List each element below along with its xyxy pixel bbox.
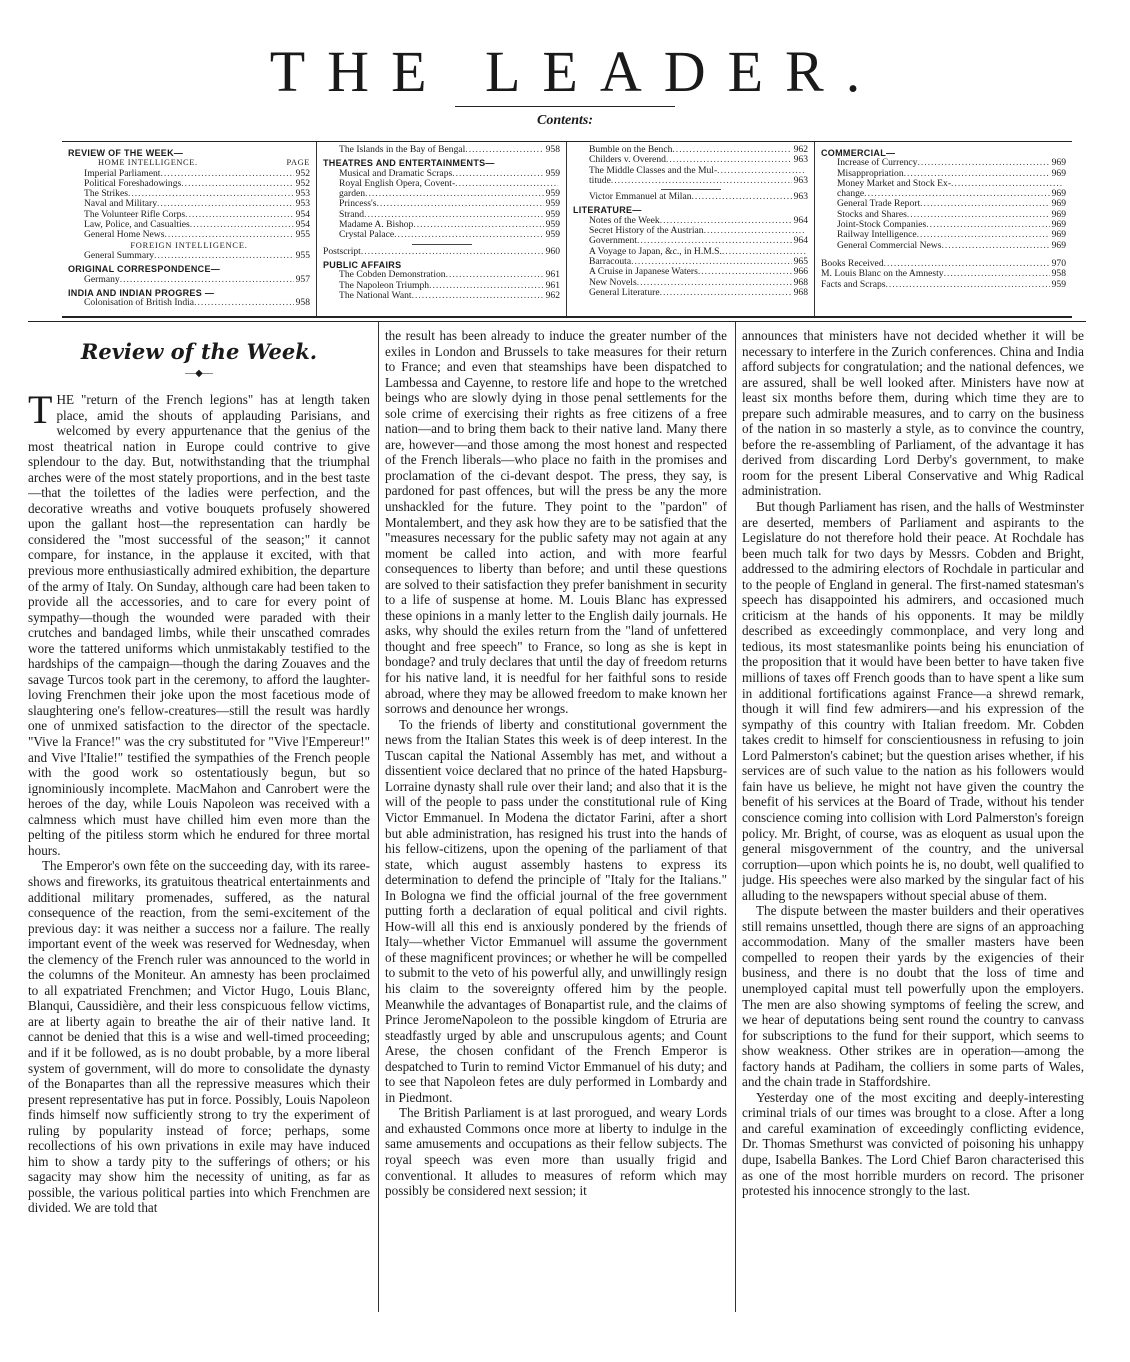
contents-entry	[821, 210, 1066, 220]
contents-entry	[68, 275, 310, 285]
section-heading: LITERATURE—	[573, 205, 642, 216]
entry-label: Law, Police, and Casualties	[84, 220, 190, 231]
entry-page: 965	[793, 256, 808, 267]
section-heading: INDIA AND INDIAN PROGRES —	[68, 287, 215, 298]
article-paragraph: Yesterday one of the most exciting and deeply-interesting criminal trials of our times was brought to a close. After a long and careful examination of exceedingly conflicting evidence, Dr. Thomas Smethurst was convicted of poisoning his unhappy dupe, Isabella Bankes. The Lord Chief Baron characterised this as one of the most horrible murders on record. The prisoner protested his innocence strongly to the last.	[742, 1089, 1084, 1199]
entry-label: garden	[339, 189, 366, 200]
leader-dots	[455, 179, 558, 189]
entry-page: 970	[1051, 258, 1066, 269]
contents-entry	[68, 251, 310, 261]
section-heading: PUBLIC AFFAIRS	[323, 259, 402, 270]
section-heading: THEATRES AND ENTERTAINMENTS—	[323, 158, 495, 169]
entry-label: Railway Intelligence	[837, 230, 917, 241]
entry-label: The Islands in the Bay of Bengal	[339, 145, 466, 155]
entry-page: 957	[295, 274, 310, 285]
contents-entry	[68, 189, 310, 199]
entry-label: Naval and Military	[84, 199, 157, 210]
entry-label: The National Want	[339, 290, 412, 301]
leader-dots	[926, 220, 1049, 230]
page-label: PAGE	[286, 158, 310, 168]
contents-entry	[821, 169, 1066, 179]
entry-label: M. Louis Blanc on the Amnesty	[821, 269, 944, 280]
article-paragraph: But though Parliament has risen, and the halls of Westminster are deserted, members of Parliament and aspirants to the Legislature do not therefore hold their peace. At Rochdale has been much talk for two days by Messrs. Cobden and Bright, addressed to the admiring electors of Rochdale in particular and to the people of England in general. The first-named statesman's speech has disappointed his admirers, and occasioned much criticism at the hands of his opponents. It may be mildly described as exceedingly commonplace, and very long and tedious, its most statesmanlike points being his enunciation of the proposition that it would have been better to have taken five millions of taxes off French goods than to have spent a like sum in additional fortifications against France—a shrewd remark, though it will find few admirers—and his expression of the sympathy of this country with Italian freedom. Mr. Cobden takes credit to himself for conscientiousness in refusing to join Lord Palmerston's cabinet; but the question arises whether, if his services are of such value to the nation as his followers would fain have us believe, he might not have given the country the benefit of his services at the Board of Trade, without his tender conscience coming into collision with Lord Palmerston's foreign policy. Mr. Bright, of course, was as eloquent as usual upon the general misgovernment of the country, and the universal corruption—upon which points he is, no doubt, well qualified to judge. His speeches were also marked by the singular fact of his alluding to the newspapers without special abuse of them.	[742, 499, 1084, 903]
leader-dots	[660, 288, 792, 298]
contents-entry	[323, 270, 560, 280]
entry-label: Imperial Parliament	[84, 168, 161, 179]
entry-page: 969	[1051, 220, 1066, 231]
leader-dots	[920, 199, 1049, 209]
contents-entry	[323, 199, 560, 209]
contents-entry	[68, 169, 310, 179]
entry-label: Misappropriation	[837, 168, 904, 179]
contents-entry	[821, 269, 1066, 279]
leader-dots	[128, 189, 294, 199]
entry-page: 969	[1051, 230, 1066, 241]
leader-dots	[164, 230, 293, 240]
section-heading: COMMERCIAL—	[821, 148, 896, 158]
contents-entry	[573, 267, 808, 277]
contents-entry	[573, 176, 808, 186]
entry-page: 955	[295, 250, 310, 261]
entry-label: Money Market and Stock Ex-	[837, 178, 952, 189]
entry-label: Royal English Opera, Covent-	[339, 178, 456, 189]
entry-page: 953	[295, 199, 310, 210]
leader-dots	[364, 210, 544, 220]
entry-page: 959	[545, 209, 560, 220]
leader-dots	[637, 236, 792, 246]
subsection-heading: HOME INTELLIGENCE.	[98, 158, 198, 168]
entry-page: 958	[295, 298, 310, 309]
short-rule	[412, 244, 472, 245]
entry-label: New Novels	[589, 277, 637, 288]
paragraph-text: HE "return of the French legions" has at length taken place, amid the shouts of applauding Parisians, and welcomed by every appurtenance that the genius of the most theatrical nation in Europe could contrive to give splendour to the day. But, notwithstanding that the triumphal arches were of the most stately proportions, and in the best taste—that the toilettes of the ladies were perfection, and the decorative wreaths and votive bouquets profusely showered upon the gallant host—the representation can hardly be considered the "most successful of the season;" it cannot compare, for instance, in the applause it excited, with that previous more enthusiastically admired exhibition, the departure of the army of Italy. On Sunday, although care had been taken to provide all the accessories, and to care for every point of sympathy—though the wounded were paraded with their crutches and bandaged limbs, while their unscathed comrades wore the tattered uniforms which unmistakably testified to the hardships of the campaign—though the daring Zouaves and the savage Turcos took part in the ceremony, to afford the laughter-loving Frenchmen their joke upon the most facetious mode of slaughtering one's fellow-creatures—still the result was hardly one of unmixed satisfaction to the director of the spectacle. "Vive la France!" was the cry substituted for "Vive l'Empereur!" and Vive l'Italie!" testified the sympathies of the French people with the good work so ostentatiously begun, but so ignominiously incomplete. MacMahon and Canrobert were the heroes of the day, while Louis Napoleon was received with a calmness which must have chilled him even more than the pelting of the pitiless storm which he endured for three mortal hours.	[28, 392, 370, 858]
leader-dots	[951, 179, 1064, 189]
leader-dots	[698, 267, 792, 277]
leader-dots	[154, 251, 294, 261]
entry-label: Germany	[84, 274, 120, 285]
entry-label: titude	[589, 175, 611, 186]
entry-label: Barracouta	[589, 256, 632, 267]
entry-label: The Strikes	[84, 189, 128, 200]
article-column-2	[385, 328, 727, 1318]
contents-entry	[821, 179, 1066, 189]
leader-dots	[907, 210, 1050, 220]
leader-dots	[637, 278, 792, 288]
contents-entry	[323, 220, 560, 230]
entry-label: The Volunteer Rifle Corps	[84, 209, 186, 220]
leader-dots	[446, 270, 544, 280]
leader-dots	[412, 291, 544, 301]
entry-label: General Trade Report	[837, 199, 921, 210]
section-heading: REVIEW OF THE WEEK—	[68, 148, 184, 158]
entry-label: Musical and Dramatic Scraps	[339, 168, 453, 179]
entry-page: 959	[1051, 279, 1066, 290]
entry-label: A Voyage to Japan, &c., in H.M.S.	[589, 246, 722, 257]
contents-entry	[573, 216, 808, 226]
contents-entry	[323, 291, 560, 301]
contents-entry	[323, 179, 560, 189]
leader-dots	[452, 169, 543, 179]
leader-dots	[666, 155, 792, 165]
entry-page: 969	[1051, 199, 1066, 210]
contents-entry	[68, 230, 310, 240]
contents-entry	[68, 298, 310, 308]
column-rule	[735, 322, 736, 1312]
contents-title: Contents:	[536, 113, 593, 128]
contents-entry	[323, 210, 560, 220]
contents-entry	[68, 220, 310, 230]
leader-dots	[611, 176, 792, 186]
article-paragraph: To the friends of liberty and constitutional government the news from the Italian States this week is of deep interest. In the Tuscan capital the National Assembly has met, and without a dissentient voice declared that no prince of the hated Hapsburg-Lorraine dynasty shall rule over their land; and also that it is the will of the people to pass under the constitutional rule of King Victor Emmanuel. In Modena the dictator Farini, after a short but able administration, has resigned his trust into the hands of his fellow-citizens, upon the opening of the parliament of that state, which august assembly hastens to express its determination to defend the principle of "Italy for the Italians." In Bologna we find the official journal of the free government putting forth a declaration of equal political and civil rights. How-will all this end is anxiously pondered by the friends of Italy—whether Victor Emmanuel will assume the government of these magnificent provinces; or whether he will be compelled to submit to the veto of his powerful ally, and unwillingly resign his claim to the sovereignty offered him by the people. Meanwhile the advantages of Bonapartist rule, and the claims of Prince JeromeNapoleon to the possible kingdom of Etruria are steadfastly urged by able and unscrupulous agents; and Count Arese, the chosen confidant of the French Emperor is despatched to Turin to remind Victor Emmanuel of his duty; and to see that Napoleon fetes are duly performed in Lombardy and in Piedmont.	[385, 716, 727, 1105]
leader-dots	[717, 166, 806, 176]
leader-dots	[944, 269, 1050, 279]
contents-entry	[323, 189, 560, 199]
entry-label: Crystal Palace	[339, 230, 395, 241]
leader-dots	[181, 179, 293, 189]
leader-dots	[704, 226, 806, 236]
entry-label: General Literature	[589, 287, 660, 298]
entry-label: Postscript	[323, 246, 361, 257]
leader-dots	[120, 275, 294, 285]
contents-entry	[323, 145, 560, 155]
entry-page: 961	[545, 280, 560, 291]
entry-page: 959	[545, 168, 560, 179]
contents-entry	[821, 230, 1066, 240]
leader-dots	[157, 199, 294, 209]
contents-entry	[821, 199, 1066, 209]
entry-label: Joint-Stock Companies	[837, 220, 927, 231]
article-column-3	[742, 328, 1084, 1318]
leader-dots	[885, 280, 1049, 290]
subsection-heading: FOREIGN INTELLIGENCE.	[130, 240, 248, 250]
contents-entry	[573, 192, 808, 202]
title-ornament: —◆—	[185, 368, 213, 379]
contents-column-4	[814, 142, 1072, 316]
contents-entry	[323, 247, 560, 257]
entry-label: Increase of Currency	[837, 158, 918, 169]
entry-label: Stocks and Shares	[837, 209, 907, 220]
contents-entry	[573, 226, 808, 236]
entry-label: The Napoleon Triumph	[339, 280, 430, 291]
leader-dots	[429, 281, 544, 291]
contents-entry	[573, 155, 808, 165]
leader-dots	[722, 247, 806, 257]
entry-label: Princess's	[339, 199, 377, 210]
drop-cap: T	[28, 387, 53, 432]
entry-label: Childers v. Overend	[589, 155, 666, 166]
contents-entry	[821, 220, 1066, 230]
contents-entry	[573, 166, 808, 176]
contents-column-3	[566, 142, 814, 316]
contents-entry	[323, 169, 560, 179]
entry-page: 964	[793, 236, 808, 247]
masthead-title: THE LEADER.	[269, 39, 883, 104]
entry-page: 968	[793, 287, 808, 298]
entry-page: 954	[295, 220, 310, 231]
contents-entry	[821, 158, 1066, 168]
leader-dots	[160, 169, 293, 179]
entry-label: Notes of the Week	[589, 215, 660, 226]
entry-page: 969	[1051, 189, 1066, 200]
spacer	[821, 251, 1066, 259]
leader-dots	[394, 230, 543, 240]
entry-label: Facts and Scraps	[821, 279, 886, 290]
entry-label: General Home News	[84, 230, 165, 241]
leader-dots	[185, 210, 293, 220]
contents-entry	[68, 210, 310, 220]
contents-column-1	[62, 142, 316, 316]
entry-label: A Cruise in Japanese Waters	[589, 267, 698, 278]
entry-label: change	[837, 189, 865, 200]
entry-page: 959	[545, 220, 560, 231]
entry-page: 952	[295, 168, 310, 179]
article-columns	[28, 321, 1086, 1322]
article-paragraph: announces that ministers have not decided whether it will be necessary to interfere in the Zurich conferences. China and India afford subjects for congratulation; and the national defences, we are assured, shall be well looked after. Ministers have now at least six months before them, during which time they are to prepare such admirable measures, and to carry on the business of the nation in so masterly a style, as to convince the country, before the re-assembling of Parliament, of the advantage it has derived from discarding Lord Derby's government, to make room for the present Liberal Conservative and Whig Radical administration.	[742, 328, 1084, 499]
entry-label: Political Foreshadowings	[84, 178, 182, 189]
contents-entry	[821, 259, 1066, 269]
leader-dots	[190, 220, 294, 230]
leader-dots	[692, 192, 792, 202]
entry-label: The Middle Classes and the Mul-	[589, 165, 718, 176]
entry-page: 963	[793, 192, 808, 203]
entry-page: 968	[793, 277, 808, 288]
article-column-1	[28, 328, 370, 1318]
entry-page: 952	[295, 178, 310, 189]
entry-page: 963	[793, 155, 808, 166]
entry-page: 966	[793, 267, 808, 278]
leader-dots	[917, 230, 1050, 240]
entry-page: 959	[545, 230, 560, 241]
entry-page: 958	[545, 145, 560, 155]
entry-label: Victor Emmanuel at Milan	[589, 192, 692, 203]
article-paragraph: The dispute between the master builders and their operatives still remains unsettled, though there are signs of an approaching accommodation. Many of the smaller masters have been compelled to reopen their yards by the exigencies of their business, and there is no doubt that the loss of time and unemployed capital must tell powerfully upon the employers. The men are also showing symptoms of feeling the screw, and we hear of deputations being sent round the country to canvass for subscriptions to the fund for their support, which seems to show weakness. Other strikes are in operation—among the factory hands at Padiham, the colliers in some parts of Wales, and the chain trade in Staffordshire.	[742, 903, 1084, 1090]
leader-dots	[904, 169, 1050, 179]
entry-label: The Cobden Demonstration	[339, 270, 446, 281]
leader-dots	[413, 220, 543, 230]
entry-page: 954	[295, 209, 310, 220]
article-paragraph	[28, 387, 370, 858]
entry-label: General Commercial News	[837, 240, 942, 251]
entry-label: Books Received	[821, 258, 884, 269]
entry-page: 960	[545, 246, 560, 257]
contents-entry	[821, 189, 1066, 199]
masthead-rule	[455, 106, 675, 107]
entry-page: 969	[1051, 240, 1066, 251]
entry-label: Bumble on the Bench	[589, 145, 673, 155]
section-heading: ORIGINAL CORRESPONDENCE—	[68, 264, 221, 275]
leader-dots	[361, 247, 544, 257]
contents-entry	[68, 199, 310, 209]
contents-entry	[573, 278, 808, 288]
contents-table	[62, 141, 1072, 318]
entry-page: 955	[295, 230, 310, 241]
column-rule	[378, 322, 379, 1312]
entry-page: 959	[545, 189, 560, 200]
contents-entry	[68, 179, 310, 189]
entry-page: 959	[545, 199, 560, 210]
short-rule	[661, 189, 721, 190]
leader-dots	[941, 241, 1049, 251]
contents-entry	[573, 247, 808, 257]
subsection-row	[68, 158, 310, 168]
entry-label: Colonisation of British India	[84, 298, 195, 309]
article-paragraph: the result has been already to induce the greater number of the exiles in London and Brussels to take measures for their return to France; and even that steamships have been dispatched to Lambessa and Cayenne, to restore life and hope to the wretched beings who are slowly dying in those penal settlements for the sole crime of exercising their rights as free citizens of a free nation—and to bring them back to their native land. Many there are, however—and those among the most honest and respected of the French liberals—who place no faith in the promises and proclamation of the ci-devant despot. The press, they say, is pardoned for past offences, but will the press be any the more unshackled for the future. They point to the "pardon" of Montalembert, and they ask how they are to be satisfied that the "measures necessary for the public safety may not again at any moment be called into action, and with more fearful consequences to liberty than before; and until these questions are solved to their satisfaction they prefer banishment in security to a life of suspense at home. M. Louis Blanc has expressed these opinions in a manly letter to the English daily journals. He asks, why should the exiles return from the "land of unfettered thought and free speech" to France, so long as she is kept in bondage? and truly declares that until the day of freedom returns for his native land, it is needful for her faithful sons to reside abroad, where they may be allowed freedom to make known her sorrows and denounce her wrongs.	[385, 328, 727, 717]
entry-page: 964	[793, 215, 808, 226]
leader-dots	[884, 259, 1050, 269]
leader-dots	[917, 158, 1049, 168]
article-paragraph: The Emperor's own fête on the succeeding day, with its raree-shows and fireworks, its gratuitous theatrical entertainments and additional military promenades, suffered, as the natural consequence of the reaction, from the semi-excitement of the previous day: it was neither a success nor a failure. The really important event of the week was reserved for Wednesday, when the clemency of the French ruler was announced to the world in the columns of the Moniteur. An amnesty has been proclaimed to all expatriated Frenchmen; and Victor Hugo, Louis Blanc, Blanqui, Caussidière, and their less conspicuous fellow victims, are at liberty again to breathe the air of their native land. It cannot be denied that this is a wise and well-timed proceeding; and if it be followed, as is no doubt probable, by a more liberal system of government, will do more to consolidate the dynasty of the Bonapartes than all the repressive measures which their present representative has put in force. Possibly, Louis Napoleon finds himself now sufficiently strong to try the experiment of ruling by popularity instead of force; perhaps, some recollections of his own privations in exile may have induced him to show a tardy pity to the sufferings of others; or his sagacity may show him the necessity of uniting, as far as possible, the various political parties into which Frenchmen are divided. We are told that	[28, 858, 370, 1216]
leader-dots	[376, 199, 543, 209]
contents-entry	[323, 230, 560, 240]
contents-entry	[821, 241, 1066, 251]
leader-dots	[465, 145, 543, 155]
entry-page: 962	[545, 290, 560, 301]
entry-page: 963	[793, 175, 808, 186]
leader-dots	[194, 298, 294, 308]
entry-label: Strand	[339, 209, 365, 220]
entry-page: 969	[1051, 158, 1066, 169]
entry-page: 969	[1051, 168, 1066, 179]
contents-entry	[573, 145, 808, 155]
entry-page: 969	[1051, 209, 1066, 220]
contents-entry	[573, 257, 808, 267]
leader-dots	[660, 216, 792, 226]
leader-dots	[864, 189, 1049, 199]
contents-entry	[323, 281, 560, 291]
entry-label: Secret History of the Austrian	[589, 226, 704, 237]
contents-column-2	[316, 142, 566, 316]
article-paragraph: The British Parliament is at last prorogued, and weary Lords and exhausted Commons once more at liberty to indulge in the same amusements and occupations as their fellow subjects. The royal speech was even more than usually frigid and conventional. It alludes to measures of reform which may possibly be considered next session; it	[385, 1105, 727, 1199]
entry-label: Government	[589, 236, 637, 247]
contents-entry	[573, 288, 808, 298]
contents-entry	[573, 236, 808, 246]
leader-dots	[672, 145, 791, 155]
contents-entry	[821, 280, 1066, 290]
entry-page: 953	[295, 189, 310, 200]
entry-page: 958	[1051, 269, 1066, 280]
entry-page: 962	[793, 145, 808, 155]
review-title: Review of the Week.	[80, 339, 318, 364]
leader-dots	[631, 257, 792, 267]
leader-dots	[365, 189, 544, 199]
entry-label: General Summary	[84, 250, 155, 261]
entry-page: 961	[545, 270, 560, 281]
entry-label: Madame A. Bishop	[339, 220, 414, 231]
